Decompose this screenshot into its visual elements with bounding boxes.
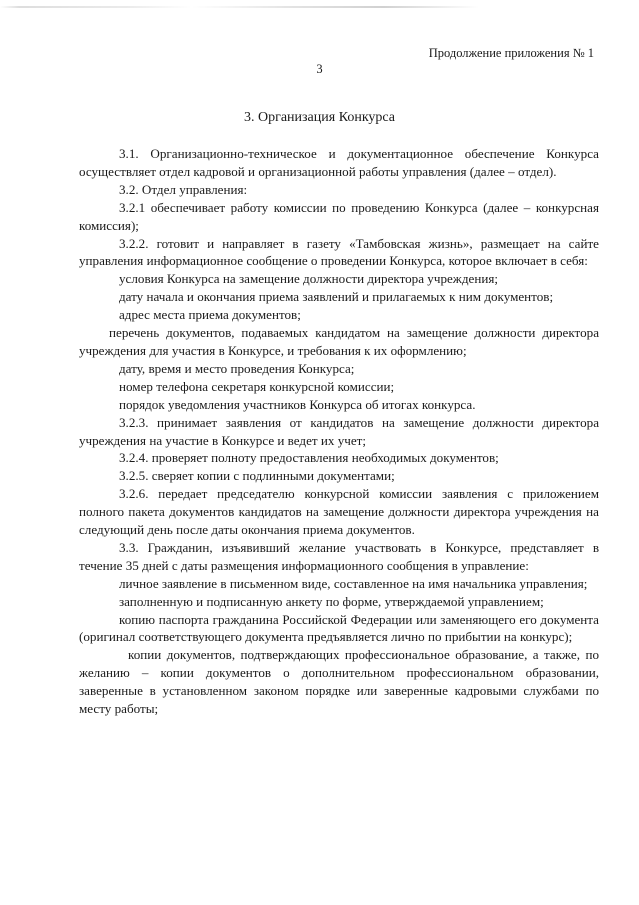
paragraph-3-2-5: 3.2.5. сверяет копии с подлинными документами; bbox=[119, 468, 395, 484]
list-item-phone: номер телефона секретаря конкурсной комиссии; bbox=[119, 378, 395, 394]
paragraph-3-2-6: 3.2.6. передает председателю конкурсной комиссии заявления с приложением полного пакета документов кандидатов на замещение должности директора учреждения на следующий день после даты окончания приема документов. bbox=[79, 486, 599, 538]
list-item-address: адрес места приема документов; bbox=[119, 307, 301, 323]
list-item-date-time-place: дату, время и место проведения Конкурса; bbox=[119, 360, 355, 376]
page-number: 3 bbox=[316, 62, 323, 76]
paragraph-3-1: 3.1. Организационно-техническое и документационное обеспечение Конкурса осуществляет отдел кадровой и организационной работы управления (далее – отдел). bbox=[79, 146, 599, 179]
paragraph-3-2-1: 3.2.1 обеспечивает работу комиссии по проведению Конкурса (далее – конкурсная комиссия); bbox=[79, 199, 599, 233]
paragraph-3-2-3: 3.2.3. принимает заявления от кандидатов на замещение должности директора учреждения на участие в Конкурсе и ведет их учет; bbox=[79, 414, 599, 448]
document-body bbox=[79, 145, 599, 718]
paragraph-3-2-2: 3.2.2. готовит и направляет в газету «Тамбовская жизнь», размещает на сайте управления информационное сообщение о проведении Конкурса, которое включает в себя: bbox=[79, 235, 599, 269]
list-item-conditions: условия Конкурса на замещение должности директора учреждения; bbox=[119, 271, 498, 287]
paragraph-3-2-4: 3.2.4. проверяет полноту предоставления необходимых документов; bbox=[119, 450, 499, 466]
scan-artifact-line bbox=[0, 6, 639, 8]
list-item-application: личное заявление в письменном виде, составленное на имя начальника управления; bbox=[119, 575, 588, 591]
appendix-continuation-note: Продолжение приложения № 1 bbox=[428, 46, 594, 60]
paragraph-3-2: 3.2. Отдел управления: bbox=[119, 181, 248, 197]
section-title: 3. Организация Конкурса bbox=[243, 110, 396, 125]
list-item-education: копии документов, подтверждающих профессиональное образование, а также, по желанию – копии документов о дополнительном профессиональном образовании, заверенные в установленном законом порядке или заверенные кадровыми службами по месту работы; bbox=[79, 647, 599, 717]
paragraph-3-3: 3.3. Гражданин, изъявивший желание участвовать в Конкурсе, представляет в течение 35 дней с даты размещения информационного сообщения в управление: bbox=[79, 539, 599, 573]
list-item-documents: перечень документов, подаваемых кандидатом на замещение должности директора учреждения для участия в Конкурсе, и требования к их оформлению; bbox=[79, 325, 599, 358]
list-item-dates: дату начала и окончания приема заявлений и прилагаемых к ним документов; bbox=[119, 289, 554, 305]
list-item-passport: копию паспорта гражданина Российской Федерации или заменяющего его документа (оригинал соответствующего документа предъявляется лично по прибытии на конкурс); bbox=[79, 611, 599, 645]
list-item-notification: порядок уведомления участников Конкурса об итогах конкурса. bbox=[119, 396, 476, 412]
list-item-questionnaire: заполненную и подписанную анкету по форме, утверждаемой управлением; bbox=[119, 593, 544, 609]
